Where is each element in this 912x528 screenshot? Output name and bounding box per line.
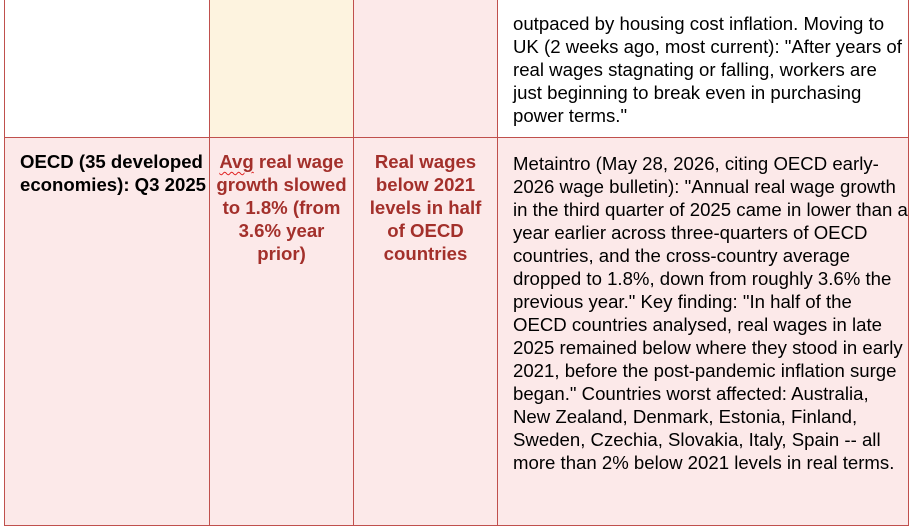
status-text: Real wages below 2021 levels in half of OECD countries [369, 151, 482, 264]
detail-cell [498, 138, 909, 526]
spellcheck-word: Avg [219, 151, 254, 172]
finding-cell [210, 138, 354, 526]
finding-cell-empty [210, 0, 354, 138]
status-cell-empty [354, 0, 498, 138]
region-label: OECD (35 developed economies): Q3 2025 [20, 151, 207, 195]
status-cell [354, 138, 498, 526]
wage-comparison-table [4, 0, 909, 526]
finding-text [210, 138, 353, 265]
finding-rest: real wage growth slowed to 1.8% (from 3.6% year prior) [216, 151, 347, 264]
region-cell [5, 138, 210, 526]
region-cell-empty [5, 0, 210, 138]
detail-cell [498, 0, 909, 138]
detail-text: Metaintro (May 28, 2026, citing OECD early-2026 wage bulletin): "Annual real wage growth in the third quarter of 2025 came in lower than a year earlier across three-quarters of OECD countries, and the cross-country average dropped to 1.8%, down from roughly 3.6% the previous year." Key finding: "In half of the OECD countries analysed, real wages in late 2025 remained below where they stood in early 2021, before the post-pandemic inflation surge began." Countries worst affected: Australia, New Zealand, Denmark, Estonia, Finland, Sweden, Czechia, Slovakia, Italy, Spain -- all more than 2% below 2021 levels in real terms. [513, 153, 908, 473]
table-row [5, 138, 909, 526]
detail-text: outpaced by housing cost inflation. Moving to UK (2 weeks ago, most current): "After years of real wages stagnating or falling, workers are just beginning to break even in purchasing power terms." [513, 13, 902, 126]
table-row [5, 0, 909, 138]
